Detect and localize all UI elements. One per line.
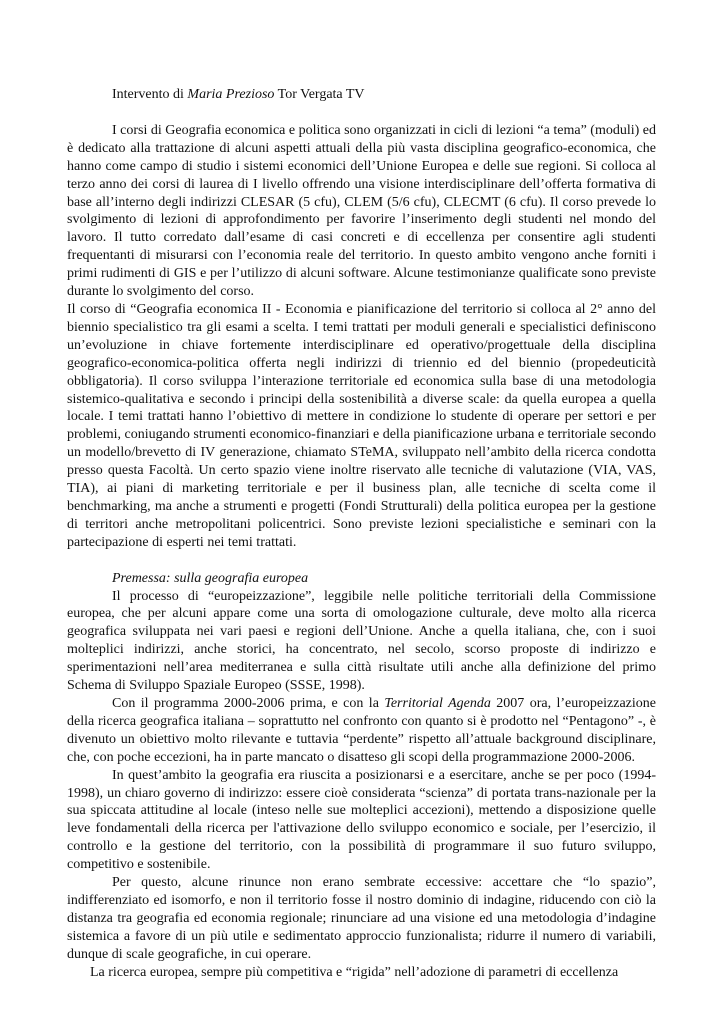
paragraph-ricerca-europea: La ricerca europea, sempre più competitiva e “rigida” nell’adozione di parametri di eccellenza bbox=[90, 964, 619, 980]
paragraph-europeizzazione: Il processo di “europeizzazione”, leggibile nelle politiche territoriali della Commissione europea, che per alcuni appare come una sorta di omologazione culturale, deve molto alla ricerca geografica sviluppata nei vari paesi e regioni dell’Unione. Anche a quella italiana, che, con i suoi molteplici indirizzi, anche storici, ha concentrato, nel secolo, scorso proposte di indirizzo e sperimentazioni nell’area mediterranea e sulla città risultate utili anche alla definizione del primo Schema di Sviluppo Spaziale Europeo (SSSE, 1998). bbox=[67, 588, 656, 694]
paragraph-text: Con il programma 2000-2006 prima, e con la bbox=[112, 696, 385, 711]
header-prefix: Intervento di bbox=[112, 87, 188, 102]
territorial-agenda-title: Territorial Agenda bbox=[384, 696, 491, 711]
paragraph-geografia-economica-ii: Il corso di “Geografia economica II - Economia e pianificazione del territorio si colloca al 2° anno del biennio specialistico tra gli esami a scelta. I temi trattati per moduli generali e specialistici definiscono un’evoluzione in chiave fortemente interdisciplinare ed operativo/progettuale della disciplina geografico-economica-politica offerta negli indirizzi di triennio ed del biennio (propedeuticità obbligatoria). Il corso sviluppa l’interazione territoriale ed economica sulla base di una metodologia sistemico-qualitativa e secondo i principi della sostenibilità a diverse scale: da quella europea a quella locale. I temi trattati hanno l’obiettivo di mettere in condizione lo studente di operare per settori e per problemi, coniugando strumenti economico-finanziari e della pianificazione urbana e territoriale secondo un modello/brevetto di IV generazione, chiamato STeMA, sviluppato nell’ambito della ricerca condotta presso questa Facoltà. Un certo spazio viene inoltre riservato alle tecniche di valutazione (VIA, VAS, TIA), ai piani di marketing territoriale e per il business plan, alle tecniche di scelta come il benchmarking, ma anche a strumenti e progetti (Fondi Strutturali) della politica europea per la gestione di territori anche metropolitani policentrici. Sono previste lezioni specialistiche e seminari con la partecipazione di esperti nei temi trattati. bbox=[67, 301, 656, 550]
section-title: Premessa: sulla geografia europea bbox=[112, 570, 309, 586]
paragraph-course-overview: I corsi di Geografia economica e politica sono organizzati in cicli di lezioni “a tema” (moduli) ed è dedicato alla trattazione di alcuni aspetti attuali della più vasta disciplina geografico-economica, che hanno come campo di studio i sistemi economici dell’Unione Europea e delle sue regioni. Si colloca al terzo anno dei corsi di laurea di I livello offrendo una visione interdisciplinare dell’offerta formativa di base all’interno degli indirizzi CLESAR (5 cfu), CLEM (5/6 cfu), CLECMT (6 cfu). Il corso prevede lo svolgimento di lezioni di approfondimento per favorire l’inserimento degli studenti nel mondo del lavoro. Il tutto corredato dall’esame di casi concreti e di eccellenza per consentire agli studenti frequentanti di misurarsi con l’economia reale del territorio. In questo ambito vengono anche forniti i primi rudimenti di GIS e per l’utilizzo di alcuni software. Alcune testimonianze qualificate sono previste durante lo svolgimento del corso. bbox=[67, 122, 656, 300]
document-header bbox=[67, 86, 656, 104]
paragraph-rinunce: Per questo, alcune rinunce non erano sembrate eccessive: accettare che “lo spazio”, indifferenziato ed isomorfo, e non il territorio fosse il nostro dominio di indagine, riducendo con ciò la distanza tra geografia ed economia regionale; rinunciare ad una visione ed una metodologia d’indagine sistemica a favore di un più utile e sedimentato approccio funzionalista; ridurre il numero di variabili, dunque di scale geografiche, in cui operare. bbox=[67, 875, 656, 962]
paragraph-spacer bbox=[67, 552, 656, 570]
paragraph-programma-2000-2006 bbox=[67, 695, 656, 767]
header-suffix: Tor Vergata TV bbox=[274, 87, 365, 102]
document-page bbox=[67, 86, 656, 982]
paragraph-governo-indirizzo: In quest’ambito la geografia era riuscita a posizionarsi e a esercitare, anche se per poco (1994-1998), un chiaro governo di indirizzo: essere cioè considerata “scienza” di portata trans-nazionale per la sua spiccata attitudine al locale (inteso nelle sue molteplici accezioni), mettendo a disposizione quelle leve fondamentali della ricerca per l'attivazione dello sviluppo economico e sociale, per l’esercizio, il controllo e la gestione del territorio, con la possibilità di programmare il suo futuro sviluppo, competitivo e sostenibile. bbox=[67, 767, 656, 873]
author-name: Maria Prezioso bbox=[187, 87, 275, 102]
paragraph-text: 2007 ora, l’europeizzazione della ricerca geografica italiana – soprattutto nel confronto con quanto si è prodotto nel “Pentagono” -, è divenuto un obiettivo molto rilevante e tuttavia “perdente” rispetto all’attuale background disciplinare, che, con poche eccezioni, ha in parte mancato o disatteso gli scopi della programmazione 2000-2006. bbox=[67, 696, 656, 765]
